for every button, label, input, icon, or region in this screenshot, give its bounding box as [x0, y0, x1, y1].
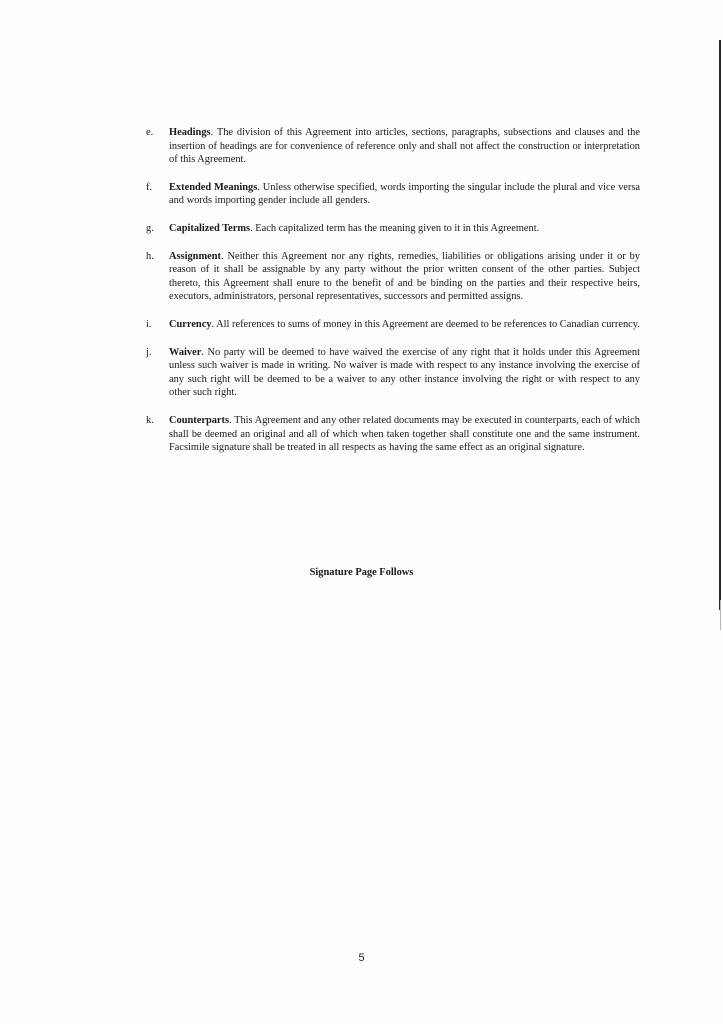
- clause-text: . All references to sums of money in this Agreement are deemed to be references to Canadian currency.: [211, 318, 640, 330]
- clause-heading: Assignment: [169, 250, 221, 262]
- clause-text: . No party will be deemed to have waived the exercise of any right that it holds under this Agreement unless such waiver is made in writing. No waiver is made with respect to any instance involving the exercise of any such right will be deemed to be a waiver to any other instance involving the right or with respect to any other such right.: [169, 346, 640, 399]
- page-number: 5: [358, 952, 365, 964]
- clause-text: . Each capitalized term has the meaning given to it in this Agreement.: [250, 222, 540, 234]
- clause-text: . Unless otherwise specified, words importing the singular include the plural and vice versa and words importing gender include all genders.: [169, 181, 640, 207]
- clause-heading: Counterparts: [169, 414, 230, 426]
- clause-letter: k.: [146, 414, 154, 426]
- clause-assignment: [140, 250, 640, 304]
- clause-text: . Neither this Agreement nor any rights, remedies, liabilities or obligations arising under it or by reason of it shall be assignable by any party without the prior written consent of the other parties. Subject thereto, this Agreement shall enure to the benefit of and be binding on the parties and their respective heirs, executors, administrators, personal representatives, successors and permitted assigns.: [169, 250, 640, 303]
- clause-heading: Capitalized Terms: [169, 222, 251, 234]
- clause-list: [140, 126, 640, 455]
- clause-heading: Headings: [169, 127, 211, 138]
- scan-edge-line-faint: [720, 600, 721, 630]
- clause-text: . The division of this Agreement into articles, sections, paragraphs, subsections and clauses and the insertion of headings are for convenience of reference only and shall not affect the construction or interpretation of this Agreement.: [169, 127, 640, 166]
- clause-letter: j.: [146, 346, 152, 358]
- clause-heading: Currency: [169, 318, 212, 330]
- clause-waiver: [140, 346, 640, 400]
- clause-counterparts: [140, 414, 640, 455]
- clause-heading: Extended Meanings: [169, 181, 258, 193]
- signature-page-note: Signature Page Follows: [309, 567, 414, 578]
- clause-capitalized-terms: [140, 222, 640, 236]
- clause-heading: Waiver: [169, 346, 202, 358]
- clause-currency: [140, 318, 640, 332]
- clause-text: . This Agreement and any other related documents may be executed in counterparts, each of which shall be deemed an original and all of which when taken together shall constitute one and the same instrument. Facsimile signature shall be treated in all respects as having the same effect as an original signature.: [169, 414, 640, 454]
- clause-letter: g.: [146, 222, 154, 234]
- scan-edge-line: [719, 40, 721, 610]
- clause-letter: i.: [146, 318, 152, 330]
- clause-letter: f.: [146, 181, 153, 193]
- clause-letter: h.: [146, 250, 154, 262]
- clause-extended-meanings: [140, 181, 640, 208]
- clause-letter: e.: [146, 127, 154, 138]
- clause-headings: [140, 126, 640, 167]
